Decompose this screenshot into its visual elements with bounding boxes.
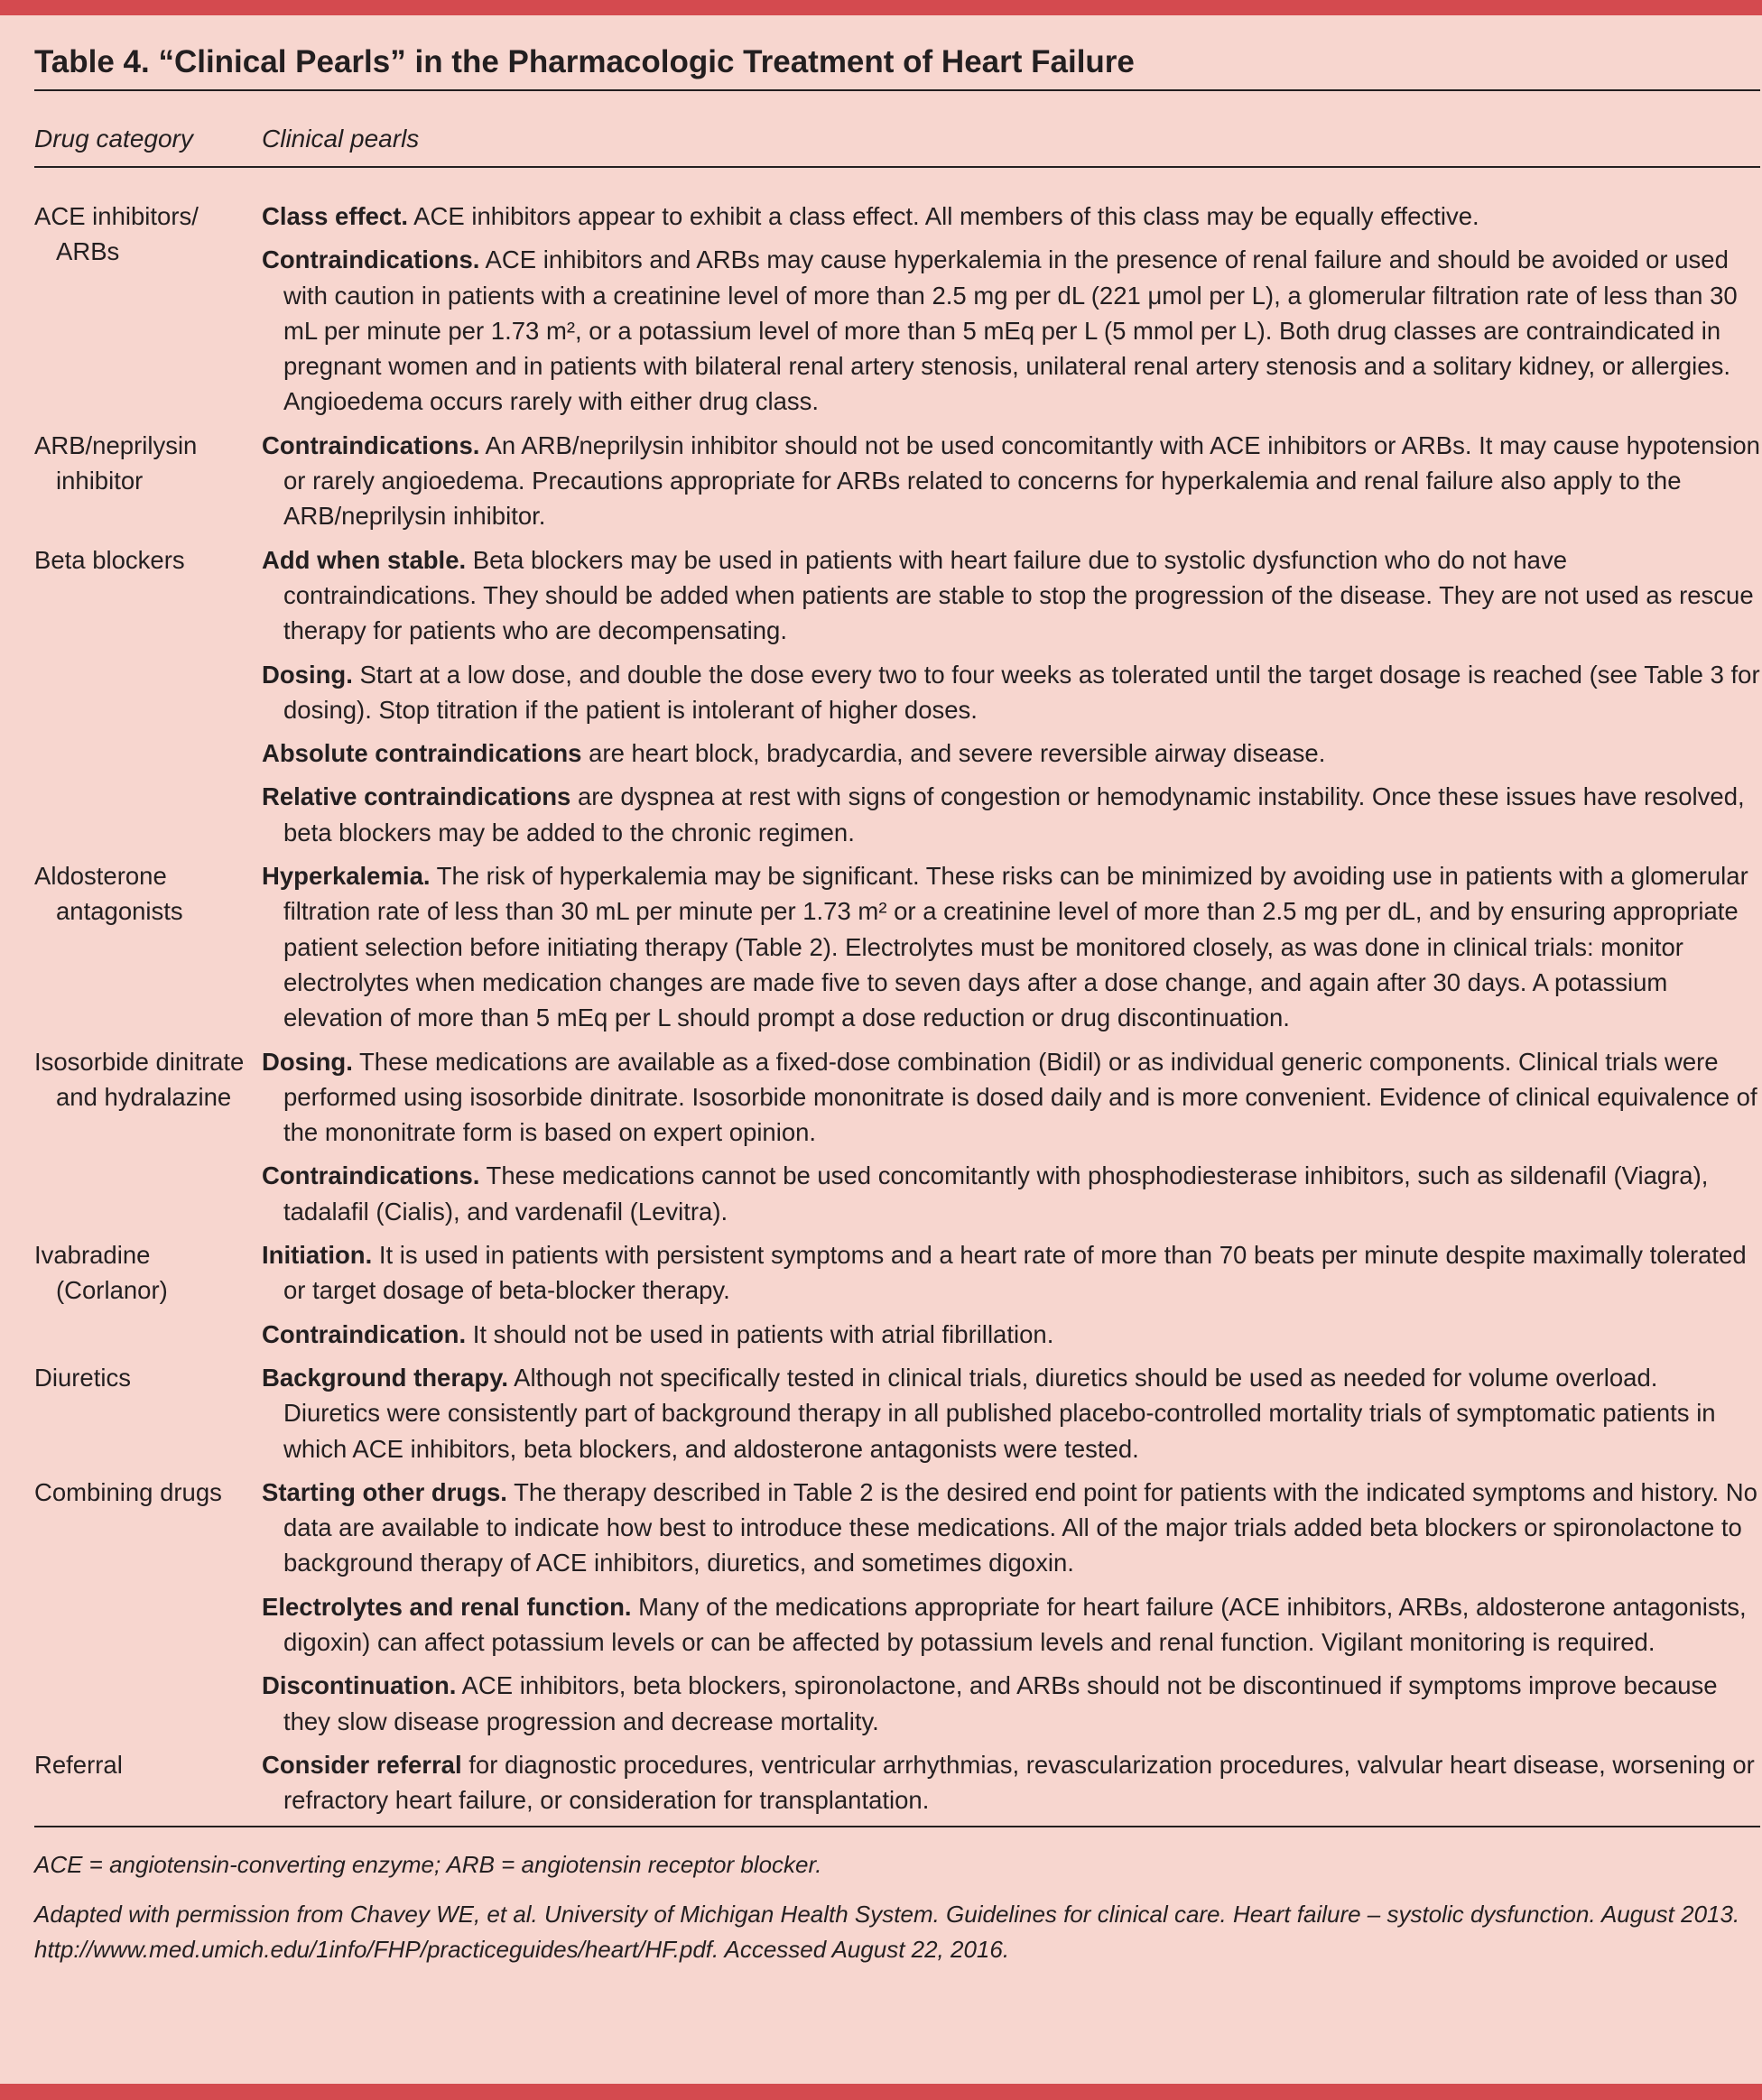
pearl-text: It should not be used in patients with atrial fibrillation.: [466, 1319, 1054, 1348]
pearl-lead: Contraindication.: [262, 1319, 467, 1348]
footnotes: [34, 1827, 1760, 1967]
drug-category: Ivabradine (Corlanor): [34, 1241, 168, 1305]
pearl-text: The therapy described in Table 2 is the desired end point for patients with the indicated symptoms and history. No data are available to indicate how best to introduce these medications. All of the major trials added beta blockers or spironolactone to background therapy of ACE inhibitors, diuretics, and sometimes digoxin.: [283, 1477, 1757, 1577]
clinical-pearl: [262, 1589, 1760, 1661]
bottom-accent-bar: [0, 2084, 1762, 2100]
pearl-text: ACE inhibitors and ARBs may cause hyperkalemia in the presence of renal failure and should be avoided or used with caution in patients with a creatinine level of more than 2.5 mg per dL (221 μmol per L), a glomerular filtration rate of less than 30 mL per minute per 1.73 m², or a potassium level of more than 5 mEq per L (5 mmol per L). Both drug classes are contraindicated in pregnant women and in patients with bilateral renal artery stenosis, unilateral renal artery stenosis and a solitary kidney, or allergies. Angioedema occurs rarely with either drug class.: [283, 245, 1738, 416]
drug-category: Referral: [34, 1750, 123, 1779]
pearl-text: ACE inhibitors appear to exhibit a class effect. All members of this class may be equally effective.: [408, 202, 1479, 230]
pearl-text: are dyspnea at rest with signs of congestion or hemodynamic instability. Once these issues have resolved, beta blockers may be added to the chronic regimen.: [283, 782, 1745, 846]
pearl-lead: Initiation.: [262, 1241, 373, 1270]
clinical-pearl: [262, 242, 1760, 419]
drug-category: Aldosterone antagonists: [34, 862, 183, 926]
pearl-text: Beta blockers may be used in patients with heart failure due to systolic dysfunction who do not have contraindications. They should be added when patients are stable to stop the progression of the disease. They are not used as rescue therapy for patients who are decompensating.: [283, 545, 1754, 645]
drug-category: ACE inhibitors/ ARBs: [34, 202, 199, 266]
clinical-pearl: [262, 542, 1760, 649]
pearl-lead: Contraindications.: [262, 430, 480, 459]
clinical-pearl: [262, 1360, 1760, 1466]
table-row: [34, 1360, 1760, 1466]
drug-category: ARB/neprilysin inhibitor: [34, 430, 198, 495]
drug-category: Diuretics: [34, 1363, 131, 1392]
table-container: [34, 15, 1760, 1982]
abbreviations-note: ACE = angiotensin-converting enzyme; ARB = angiotensin receptor blocker.: [34, 1851, 822, 1879]
pearl-lead: Hyperkalemia.: [262, 862, 431, 891]
clinical-pearl: [262, 199, 1760, 234]
clinical-pearl: [262, 1044, 1760, 1151]
table-body: [34, 168, 1760, 1818]
clinical-pearl: [262, 428, 1760, 534]
clinical-pearl: [262, 1747, 1760, 1818]
table-row: [34, 428, 1760, 534]
header-clinical-pearls: Clinical pearls: [262, 125, 420, 153]
pearl-text: Although not specifically tested in clinical trials, diuretics should be used as needed for volume overload. Diuretics were consistently part of background therapy in all published placebo-controlled mortality trials of symptomatic patients in which ACE inhibitors, beta blockers, and aldosterone antagonists were tested.: [283, 1363, 1716, 1463]
pearl-text: The risk of hyperkalemia may be significant. These risks can be minimized by avoiding use in patients with a glomerular filtration rate of less than 30 mL per minute per 1.73 m² or a creatinine level of more than 2.5 mg per dL, and by ensuring appropriate patient selection before initiating therapy (Table 2). Electrolytes must be monitored closely, as was done in clinical trials: monitor electrolytes when medication changes are made five to seven days after a dose change, and again after 30 days. A potassium elevation of more than 5 mEq per L should prompt a dose reduction or drug discontinuation.: [283, 862, 1748, 1032]
clinical-pearl: [262, 657, 1760, 728]
pearl-text: Many of the medications appropriate for heart failure (ACE inhibitors, ARBs, aldosterone antagonists, digoxin) can affect potassium levels or can be affected by potassium levels and renal function. Vigilant monitoring is required.: [283, 1592, 1747, 1656]
pearl-lead: Starting other drugs.: [262, 1477, 507, 1506]
clinical-pearl: [262, 1668, 1760, 1739]
drug-category: Combining drugs: [34, 1477, 222, 1506]
pearl-lead: Relative contraindications: [262, 782, 571, 811]
pearl-text: These medications cannot be used concomitantly with phosphodiesterase inhibitors, such as sildenafil (Viagra), tadalafil (Cialis), and vardenafil (Levitra).: [283, 1161, 1709, 1226]
pearl-lead: Contraindications.: [262, 1161, 480, 1190]
table-row: [34, 1044, 1760, 1229]
clinical-pearl: [262, 1237, 1760, 1309]
source-note: Adapted with permission from Chavey WE, et al. University of Michigan Health System. Guidelines for clinical care. Heart failure – systolic dysfunction. August 2013. http://www.med.umich.edu/1info/FHP/practiceguides/heart/HF.pdf. Accessed August 22, 2016.: [34, 1901, 1740, 1964]
table-row: [34, 858, 1760, 1035]
table-title: Table 4. “Clinical Pearls” in the Pharmacologic Treatment of Heart Failure: [34, 44, 1135, 79]
pearl-lead: Class effect.: [262, 202, 409, 230]
pearl-text: It is used in patients with persistent symptoms and a heart rate of more than 70 beats per minute despite maximally tolerated or target dosage of beta-blocker therapy.: [283, 1241, 1747, 1305]
clinical-pearl: [262, 858, 1760, 1035]
clinical-pearl: [262, 1475, 1760, 1581]
table-row: [34, 1747, 1760, 1818]
table-row: [34, 1475, 1760, 1739]
pearl-lead: Discontinuation.: [262, 1671, 457, 1700]
table-header: [34, 91, 1760, 166]
table-row: [34, 542, 1760, 850]
pearl-lead: Dosing.: [262, 660, 353, 689]
clinical-pearl: [262, 735, 1760, 771]
drug-category: Beta blockers: [34, 545, 185, 574]
top-accent-bar: [0, 0, 1762, 15]
pearl-text: These medications are available as a fixed-dose combination (Bidil) or as individual generic components. Clinical trials were performed using isosorbide dinitrate. Isosorbide mononitrate is dosed daily and is more convenient. Evidence of clinical equivalence of the mononitrate form is based on expert opinion.: [283, 1047, 1757, 1147]
pearl-text: An ARB/neprilysin inhibitor should not be used concomitantly with ACE inhibitors or ARBs. It may cause hypotension or rarely angioedema. Precautions appropriate for ARBs related to concerns for hyperkalemia and renal failure also apply to the ARB/neprilysin inhibitor.: [283, 430, 1760, 531]
pearl-lead: Absolute contraindications: [262, 739, 582, 768]
pearl-lead: Consider referral: [262, 1750, 462, 1779]
pearl-text: for diagnostic procedures, ventricular arrhythmias, revascularization procedures, valvular heart disease, worsening or refractory heart failure, or consideration for transplantation.: [283, 1750, 1755, 1815]
pearl-lead: Contraindications.: [262, 245, 480, 274]
pearl-lead: Dosing.: [262, 1047, 353, 1076]
pearl-text: ACE inhibitors, beta blockers, spironolactone, and ARBs should not be discontinued if symptoms improve because they slow disease progression and decrease mortality.: [283, 1671, 1718, 1735]
header-drug-category: Drug category: [34, 125, 193, 153]
pearl-lead: Background therapy.: [262, 1363, 509, 1392]
clinical-pearl: [262, 779, 1760, 850]
drug-category: Isosorbide dinitrate and hydralazine: [34, 1047, 245, 1111]
pearl-lead: Add when stable.: [262, 545, 467, 574]
pearl-text: are heart block, bradycardia, and severe reversible airway disease.: [581, 739, 1326, 768]
pearl-text: Start at a low dose, and double the dose every two to four weeks as tolerated until the target dosage is reached (see Table 3 for dosing). Stop titration if the patient is intolerant of higher doses.: [283, 660, 1760, 724]
clinical-pearl: [262, 1317, 1760, 1352]
table-row: [34, 199, 1760, 420]
pearl-lead: Electrolytes and renal function.: [262, 1592, 632, 1621]
table-row: [34, 1237, 1760, 1352]
clinical-pearl: [262, 1158, 1760, 1229]
